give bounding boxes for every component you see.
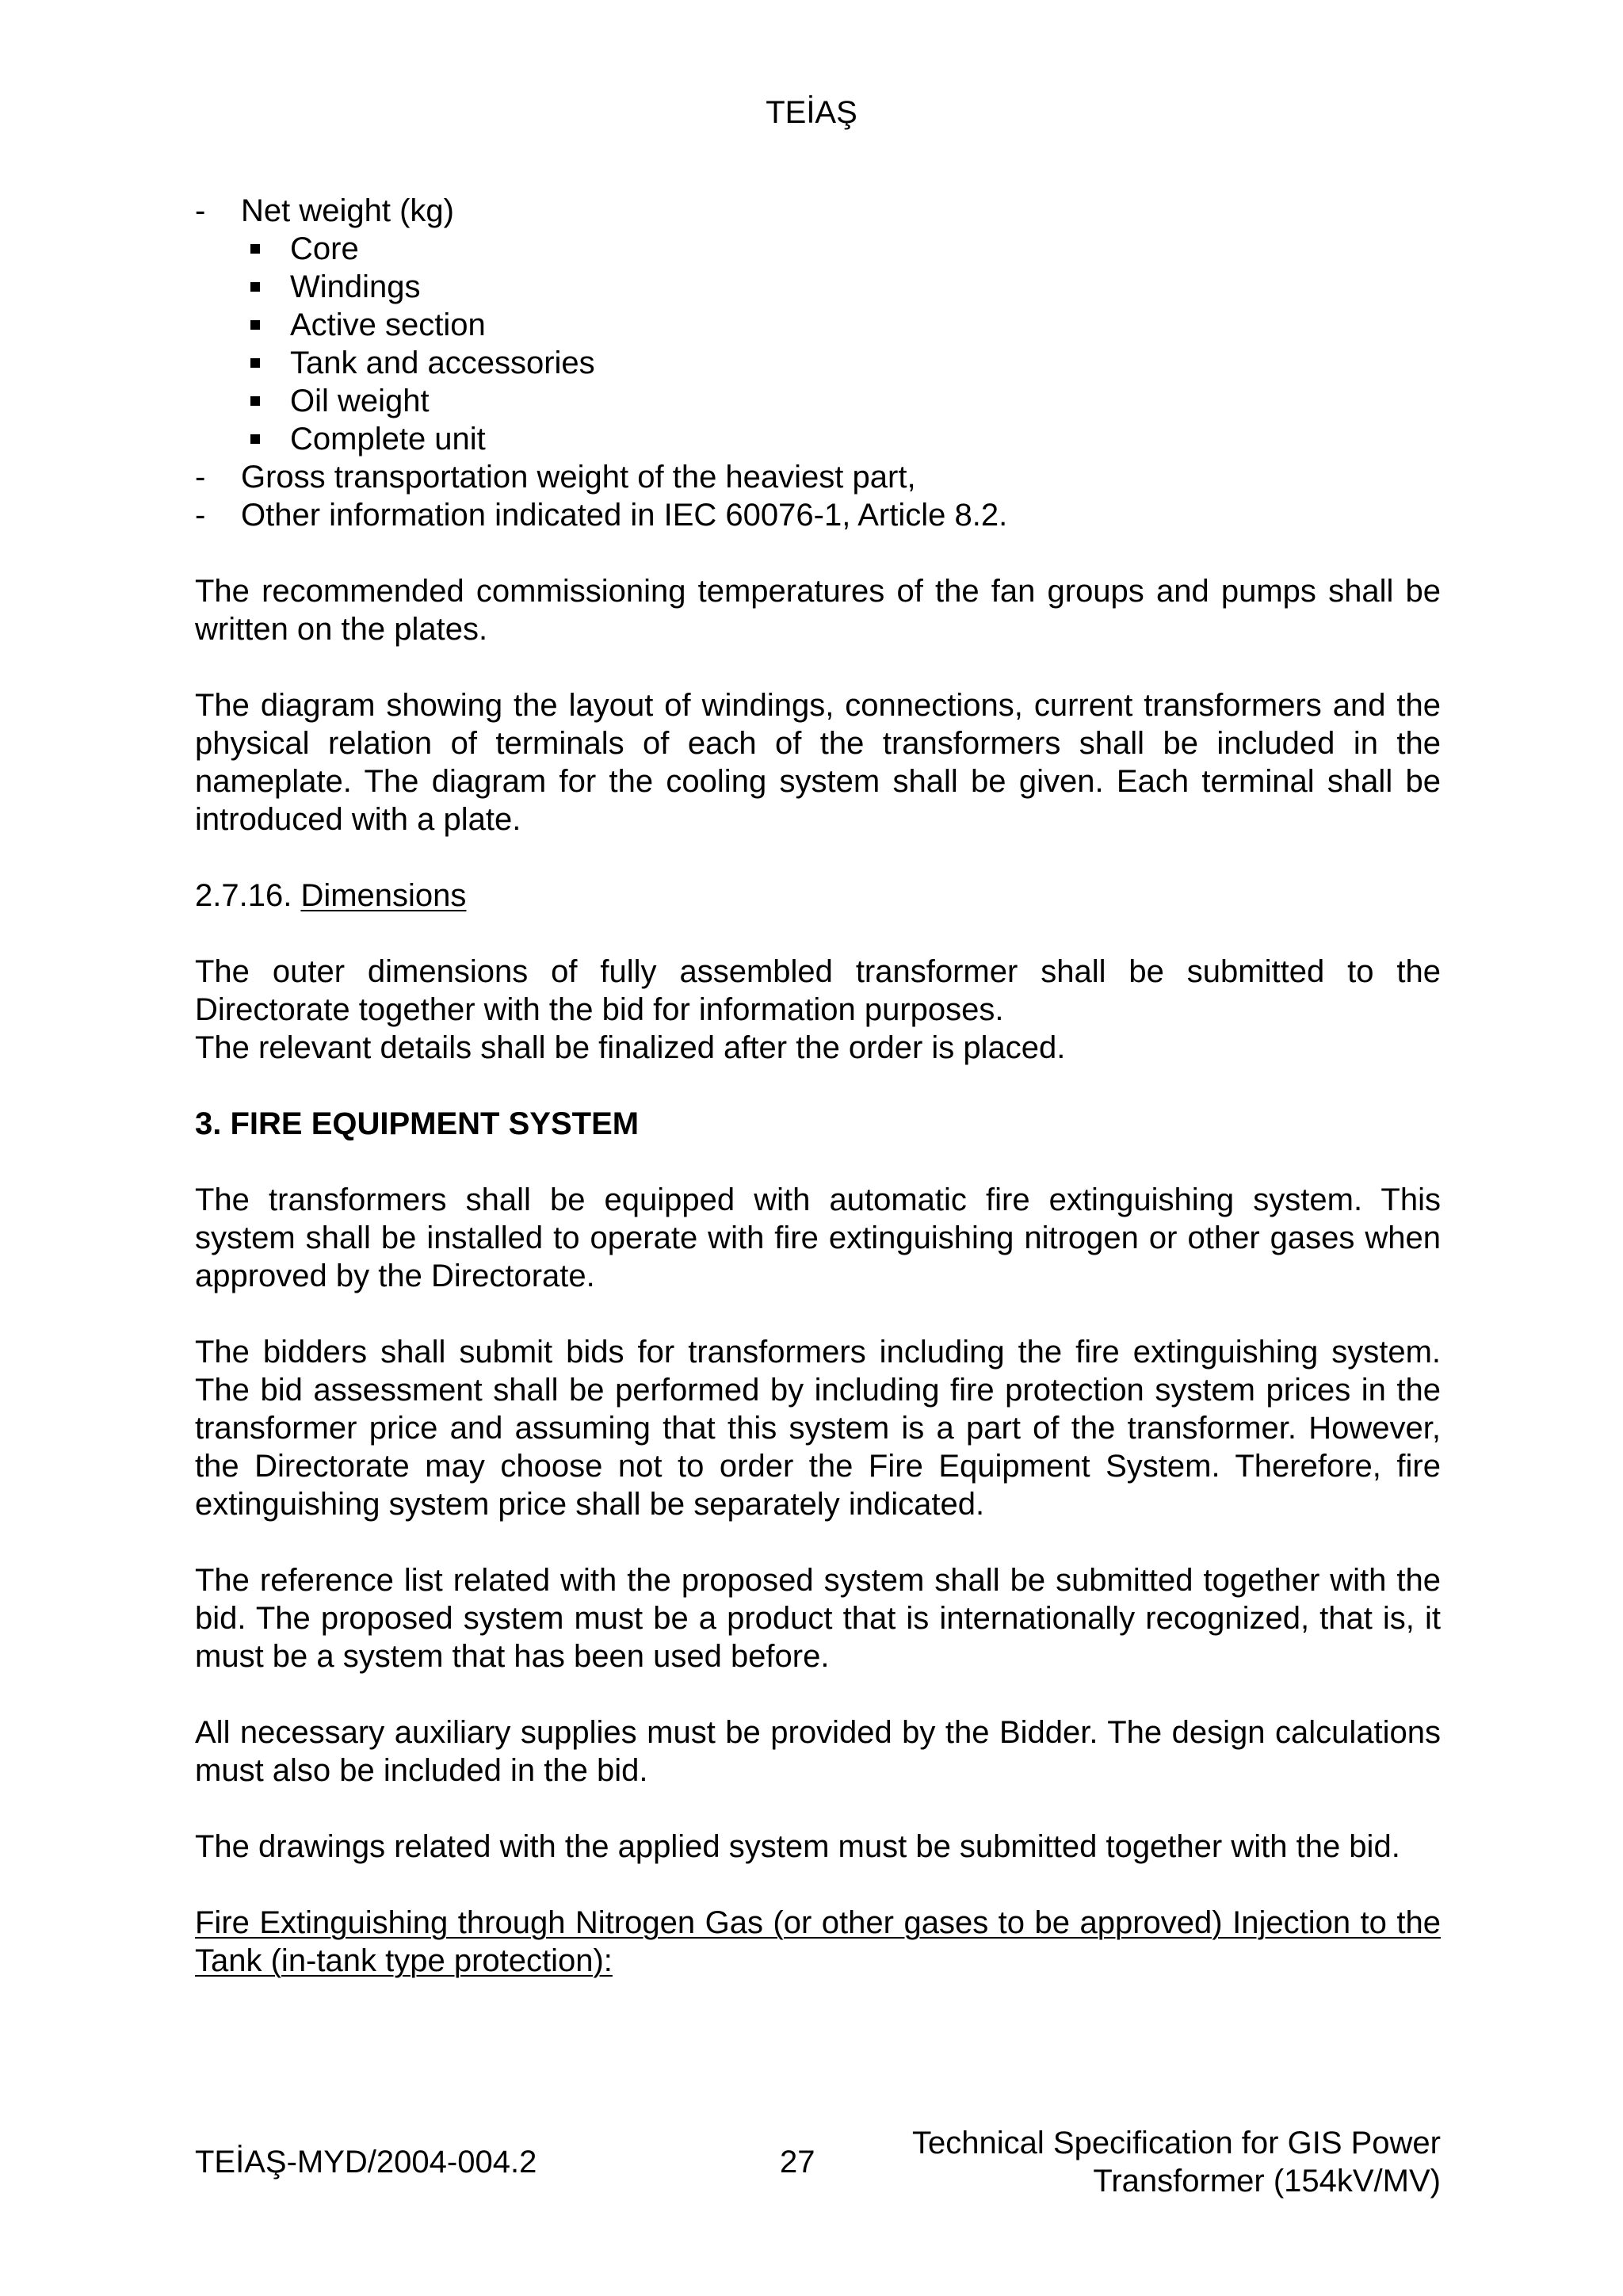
- paragraph-auxiliary-supplies: All necessary auxiliary supplies must be provided by the Bidder. The design calculations must also be included in the bid.: [195, 1715, 1441, 1788]
- paragraph-outer-dimensions: The outer dimensions of fully assembled transformer shall be submitted to the Directorate together with the bid for information purposes.: [195, 954, 1441, 1027]
- footer-page-number: 27: [780, 2145, 815, 2179]
- footer-spec-line2: Transformer (154kV/MV): [1093, 2164, 1441, 2199]
- list-item-other-info: [195, 496, 1441, 534]
- section-title: Dimensions: [300, 878, 467, 913]
- sub-list-item: [195, 382, 1441, 420]
- sub-list-item: [195, 306, 1441, 344]
- dash-bullet: -: [195, 193, 206, 228]
- section-number: 2.7.16.: [195, 878, 292, 913]
- sub-list-item-label: Complete unit: [290, 422, 486, 457]
- footer-doc-code: TEİAŞ-MYD/2004-004.2: [195, 2145, 537, 2179]
- list-item-net-weight: [195, 192, 1441, 230]
- list-item-label: Net weight (kg): [241, 193, 454, 228]
- sub-list-item: [195, 344, 1441, 382]
- section-heading-fire-equipment: 3. FIRE EQUIPMENT SYSTEM: [195, 1106, 640, 1141]
- dash-bullet: -: [195, 498, 206, 533]
- square-bullet-icon: [250, 358, 260, 368]
- sub-list-item: [195, 420, 1441, 458]
- subheading-nitrogen-injection: Fire Extinguishing through Nitrogen Gas (or other gases to be approved) Injection to the Tank (in-tank type protection):: [195, 1905, 1441, 1978]
- sub-list-item-label: Tank and accessories: [290, 346, 595, 380]
- paragraph-drawings: The drawings related with the applied system must be submitted together with the bid.: [195, 1829, 1400, 1864]
- list-item-gross-weight: [195, 458, 1441, 496]
- sub-list-item-label: Oil weight: [290, 384, 430, 418]
- sub-list-item-label: Windings: [290, 269, 421, 304]
- sub-list-item-label: Active section: [290, 308, 486, 342]
- dash-bullet: -: [195, 460, 206, 495]
- square-bullet-icon: [250, 320, 260, 330]
- section-heading-dimensions: [195, 877, 1441, 915]
- page-header: TEİAŞ: [766, 95, 857, 130]
- paragraph-reference-list: The reference list related with the proposed system shall be submitted together with the bid. The proposed system must be a product that is internationally recognized, that is, it must be a system that has been used before.: [195, 1563, 1441, 1674]
- list-item-label: Other information indicated in IEC 60076-1, Article 8.2.: [241, 498, 1008, 533]
- sub-list-item-label: Core: [290, 231, 359, 266]
- paragraph-diagram: The diagram showing the layout of windings, connections, current transformers and the physical relation of terminals of each of the transformers shall be included in the nameplate. The diagram for the cooling system shall be given. Each terminal shall be introduced with a plate.: [195, 688, 1441, 837]
- sub-list-item: [195, 268, 1441, 306]
- paragraph-automatic-fire-system: The transformers shall be equipped with automatic fire extinguishing system. This system shall be installed to operate with fire extinguishing nitrogen or other gases when approved by the Directorate.: [195, 1182, 1441, 1293]
- square-bullet-icon: [250, 244, 260, 254]
- list-item-label: Gross transportation weight of the heaviest part,: [241, 460, 916, 495]
- square-bullet-icon: [250, 396, 260, 406]
- footer-spec-title: [912, 2124, 1441, 2200]
- paragraph-commissioning-temperatures: The recommended commissioning temperatures of the fan groups and pumps shall be written on the plates.: [195, 574, 1441, 647]
- square-bullet-icon: [250, 434, 260, 444]
- footer-spec-line1: Technical Specification for GIS Power: [912, 2126, 1441, 2160]
- page-content: [195, 192, 1441, 1980]
- sub-list-item: [195, 230, 1441, 268]
- paragraph-relevant-details: The relevant details shall be finalized after the order is placed.: [195, 1030, 1066, 1065]
- paragraph-bids: The bidders shall submit bids for transformers including the fire extinguishing system. The bid assessment shall be performed by including fire protection system prices in the transformer price and assuming that this system is a part of the transformer. However, the Directorate may choose not to order the Fire Equipment System. Therefore, fire extinguishing system price shall be separately indicated.: [195, 1335, 1441, 1522]
- square-bullet-icon: [250, 282, 260, 292]
